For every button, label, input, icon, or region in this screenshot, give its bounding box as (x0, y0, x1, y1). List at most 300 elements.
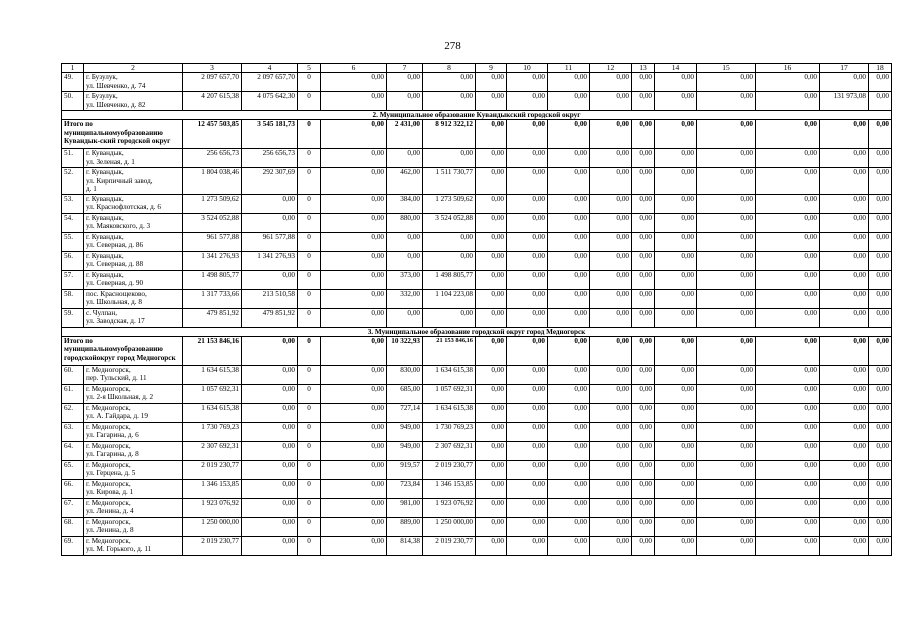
row-value: 0,00 (697, 441, 756, 460)
row-value: 0,00 (697, 308, 756, 327)
address-line: г. Медногорск, (86, 460, 131, 469)
row-value: 0,00 (548, 365, 590, 384)
row-value: 0,00 (242, 213, 298, 232)
address-line: ул. Заводская, д. 17 (86, 317, 145, 326)
row-index: 65. (62, 460, 84, 479)
row-value: 256 656,73 (242, 149, 298, 168)
row-value: 0,00 (632, 498, 655, 517)
row-value: 0,00 (590, 213, 632, 232)
address-line: г. Медногорск, (86, 422, 131, 431)
row-value: 0,00 (869, 365, 892, 384)
total-value: 0,00 (476, 336, 507, 365)
row-value: 0,00 (697, 365, 756, 384)
row-value: 0,00 (507, 384, 548, 403)
table-row (62, 384, 892, 403)
table-row (62, 289, 892, 308)
row-value: 0,00 (476, 517, 507, 536)
address-line: ул. Шевченко, д. 74 (86, 81, 146, 90)
row-value: 0,00 (476, 308, 507, 327)
row-value: 0,00 (242, 441, 298, 460)
row-value: 0,00 (321, 308, 387, 327)
total-label-line: Итого по муниципальному (64, 120, 121, 137)
row-value: 0,00 (590, 149, 632, 168)
row-value: 0,00 (820, 194, 869, 213)
address-line: ул. Герцена, д. 5 (86, 469, 136, 478)
table-row (62, 460, 892, 479)
column-number: 14 (655, 64, 697, 73)
row-value: 0,00 (655, 479, 697, 498)
row-value: 1 730 769,23 (423, 422, 476, 441)
row-value: 0,00 (321, 498, 387, 517)
row-value: 0,00 (756, 365, 820, 384)
row-value: 0,00 (507, 308, 548, 327)
row-value: 0,00 (321, 149, 387, 168)
row-value: 0,00 (590, 232, 632, 251)
row-value: 1 057 692,31 (183, 384, 242, 403)
table-body (62, 64, 892, 556)
row-value: 1 634 615,38 (423, 365, 476, 384)
row-value: 2 307 692,31 (423, 441, 476, 460)
row-value: 0,00 (632, 92, 655, 111)
row-value: 0,00 (869, 289, 892, 308)
total-value: 0,00 (697, 120, 756, 149)
row-value: 131 973,08 (820, 92, 869, 111)
row-value: 0,00 (476, 92, 507, 111)
row-value: 0,00 (820, 270, 869, 289)
row-value: 4 207 615,38 (183, 92, 242, 111)
column-number: 18 (869, 64, 892, 73)
row-value: 0,00 (869, 232, 892, 251)
table-row (62, 498, 892, 517)
row-value: 1 923 076,92 (183, 498, 242, 517)
row-value: 0,00 (507, 517, 548, 536)
row-value: 0,00 (242, 422, 298, 441)
row-value: 0,00 (869, 479, 892, 498)
row-value: 0,00 (756, 194, 820, 213)
address-line: ул. Северная, д. 86 (86, 241, 144, 250)
table-row (62, 92, 892, 111)
row-value: 0,00 (869, 498, 892, 517)
total-label-line: округ город Медногорск (96, 353, 176, 362)
row-value: 0,00 (590, 460, 632, 479)
row-index: 66. (62, 479, 84, 498)
row-address (84, 517, 183, 536)
row-index: 58. (62, 289, 84, 308)
row-value: 0,00 (590, 194, 632, 213)
row-value: 0,00 (507, 479, 548, 498)
row-value: 2 019 230,77 (183, 460, 242, 479)
row-value: 3 524 052,88 (423, 213, 476, 232)
row-address (84, 479, 183, 498)
row-value: 0,00 (548, 308, 590, 327)
row-value: 0,00 (632, 251, 655, 270)
row-address (84, 168, 183, 195)
row-value: 0,00 (548, 517, 590, 536)
address-line: г. Медногорск, (86, 517, 131, 526)
row-value: 0,00 (321, 403, 387, 422)
total-value: 21 153 846,16 (423, 336, 476, 365)
table-row (62, 232, 892, 251)
row-value: 0 (298, 536, 321, 555)
table-row (62, 422, 892, 441)
row-value: 1 341 276,93 (183, 251, 242, 270)
row-index: 59. (62, 308, 84, 327)
row-value: 0,00 (655, 194, 697, 213)
table-row (62, 194, 892, 213)
address-line: ул. Кирпичный завод, (86, 176, 153, 185)
row-value: 0,00 (387, 73, 423, 92)
row-address (84, 384, 183, 403)
row-value: 0,00 (321, 441, 387, 460)
row-value: 2 097 657,70 (242, 73, 298, 92)
row-value: 0,00 (632, 479, 655, 498)
address-line: ул. Ленина, д. 8 (86, 526, 134, 535)
row-value: 0,00 (697, 536, 756, 555)
row-value: 0,00 (655, 536, 697, 555)
row-value: 0,00 (756, 213, 820, 232)
total-row (62, 120, 892, 149)
row-value: 0,00 (756, 73, 820, 92)
table-row (62, 441, 892, 460)
table-row (62, 213, 892, 232)
row-value: 373,00 (387, 270, 423, 289)
row-value: 0,00 (869, 194, 892, 213)
row-value: 0,00 (655, 460, 697, 479)
row-value: 0,00 (476, 168, 507, 195)
row-value: 0 (298, 73, 321, 92)
row-value: 0,00 (820, 365, 869, 384)
row-value: 0,00 (242, 384, 298, 403)
total-label (62, 336, 183, 365)
row-value: 1 634 615,38 (423, 403, 476, 422)
row-value: 0 (298, 460, 321, 479)
total-value: 0,00 (869, 120, 892, 149)
row-value: 0,00 (655, 92, 697, 111)
row-value: 0,00 (697, 149, 756, 168)
row-value: 0,00 (242, 498, 298, 517)
row-value: 0,00 (321, 73, 387, 92)
total-value: 0,00 (820, 120, 869, 149)
row-value: 0,00 (548, 149, 590, 168)
row-value: 292 307,69 (242, 168, 298, 195)
row-value: 0,00 (655, 308, 697, 327)
row-value: 0 (298, 422, 321, 441)
row-value: 0,00 (820, 232, 869, 251)
row-value: 0,00 (507, 289, 548, 308)
address-line: ул. Маяковского, д. 3 (86, 222, 151, 231)
row-value: 0,00 (697, 517, 756, 536)
address-line: ул. Гагарина, д. 6 (86, 431, 139, 440)
row-address (84, 194, 183, 213)
address-line: с. Чулпан, (86, 308, 117, 317)
row-address (84, 232, 183, 251)
row-value: 0,00 (869, 422, 892, 441)
row-value: 0,00 (869, 384, 892, 403)
row-value: 1 250 000,00 (183, 517, 242, 536)
total-value: 0,00 (632, 336, 655, 365)
row-value: 0,00 (756, 308, 820, 327)
row-value: 0,00 (869, 149, 892, 168)
total-value: 0,00 (632, 120, 655, 149)
row-value: 0,00 (548, 73, 590, 92)
row-value: 1 511 730,77 (423, 168, 476, 195)
row-value: 0,00 (756, 149, 820, 168)
section-title-row (62, 111, 892, 120)
row-value: 0,00 (756, 168, 820, 195)
column-number: 6 (321, 64, 387, 73)
row-value: 0,00 (697, 92, 756, 111)
total-value: 0 (298, 120, 321, 149)
row-index: 67. (62, 498, 84, 517)
address-line: ул. Шевченко, д. 82 (86, 100, 146, 109)
row-value: 1 730 769,23 (183, 422, 242, 441)
row-value: 723,84 (387, 479, 423, 498)
row-value: 0,00 (590, 441, 632, 460)
column-number: 12 (590, 64, 632, 73)
row-value: 0,00 (632, 536, 655, 555)
total-value: 0,00 (820, 336, 869, 365)
total-value: 8 912 322,12 (423, 120, 476, 149)
total-label-line: Итого по муниципальному (64, 336, 121, 354)
row-value: 0,00 (697, 251, 756, 270)
total-value: 3 545 181,73 (242, 120, 298, 149)
row-value: 0,00 (476, 384, 507, 403)
row-value: 961 577,88 (242, 232, 298, 251)
row-value: 0,00 (476, 251, 507, 270)
table-row (62, 365, 892, 384)
row-index: 54. (62, 213, 84, 232)
row-value: 0,00 (321, 517, 387, 536)
column-number: 8 (423, 64, 476, 73)
row-index: 55. (62, 232, 84, 251)
row-value: 0,00 (476, 536, 507, 555)
row-value: 0,00 (869, 441, 892, 460)
total-row (62, 336, 892, 365)
row-value: 0,00 (321, 289, 387, 308)
row-value: 0,00 (507, 536, 548, 555)
address-line: г. Бузулук, (86, 92, 118, 100)
column-number: 4 (242, 64, 298, 73)
row-value: 0,00 (321, 365, 387, 384)
row-value: 0,00 (590, 92, 632, 111)
row-value: 830,00 (387, 365, 423, 384)
total-value: 0,00 (590, 120, 632, 149)
row-value: 0,00 (590, 384, 632, 403)
column-number: 2 (84, 64, 183, 73)
row-value: 0 (298, 270, 321, 289)
row-value: 0,00 (548, 289, 590, 308)
row-value: 0,00 (697, 422, 756, 441)
row-value: 0,00 (423, 149, 476, 168)
row-value: 0,00 (476, 194, 507, 213)
row-value: 0,00 (321, 232, 387, 251)
row-address (84, 536, 183, 555)
row-value: 0,00 (476, 403, 507, 422)
row-value: 0,00 (697, 194, 756, 213)
row-value: 889,00 (387, 517, 423, 536)
row-value: 0 (298, 213, 321, 232)
row-value: 0,00 (507, 403, 548, 422)
row-value: 0,00 (655, 232, 697, 251)
row-index: 57. (62, 270, 84, 289)
address-line: ул. Школьная, д. 8 (86, 298, 142, 307)
total-value: 2 431,00 (387, 120, 423, 149)
address-line: г. Медногорск, (86, 536, 131, 545)
column-number: 7 (387, 64, 423, 73)
row-address (84, 149, 183, 168)
row-value: 0,00 (820, 422, 869, 441)
row-value: 0,00 (632, 149, 655, 168)
row-value: 0 (298, 365, 321, 384)
row-value: 0,00 (476, 498, 507, 517)
address-line: г. Медногорск, (86, 365, 131, 374)
row-value: 332,00 (387, 289, 423, 308)
row-value: 0,00 (321, 92, 387, 111)
row-address (84, 308, 183, 327)
row-value: 0,00 (756, 289, 820, 308)
row-value: 0,00 (590, 270, 632, 289)
row-value: 0,00 (476, 422, 507, 441)
row-value: 0,00 (756, 460, 820, 479)
column-number: 10 (507, 64, 548, 73)
row-value: 0,00 (476, 73, 507, 92)
row-value: 0,00 (507, 498, 548, 517)
address-line: ул. Северная, д. 90 (86, 279, 144, 288)
table-row (62, 479, 892, 498)
row-value: 0,00 (697, 73, 756, 92)
row-value: 1 250 000,00 (423, 517, 476, 536)
row-value: 0,00 (321, 536, 387, 555)
row-value: 479 851,92 (242, 308, 298, 327)
address-line: ул. М. Горького, д. 11 (86, 545, 152, 554)
table-row (62, 536, 892, 555)
row-value: 1 104 223,08 (423, 289, 476, 308)
row-value: 0,00 (756, 441, 820, 460)
row-value: 0 (298, 194, 321, 213)
row-value: 0,00 (869, 168, 892, 195)
row-value: 0,00 (632, 308, 655, 327)
column-number: 13 (632, 64, 655, 73)
row-value: 1 804 038,46 (183, 168, 242, 195)
address-line: ул. Кирова, д. 1 (86, 488, 134, 497)
address-line: д. 1 (86, 185, 97, 194)
total-value: 0,00 (476, 120, 507, 149)
row-value: 4 075 642,30 (242, 92, 298, 111)
row-value: 0,00 (548, 92, 590, 111)
row-value: 0,00 (548, 270, 590, 289)
row-value: 981,00 (387, 498, 423, 517)
address-line: ул. Гагарина, д. 8 (86, 450, 139, 459)
total-value: 0,00 (756, 120, 820, 149)
row-value: 1 341 276,93 (242, 251, 298, 270)
row-value: 814,38 (387, 536, 423, 555)
address-line: г. Медногорск, (86, 384, 131, 393)
row-value: 0 (298, 498, 321, 517)
address-line: г. Кувандык, (86, 168, 124, 176)
row-value: 0,00 (820, 384, 869, 403)
row-value: 0,00 (242, 536, 298, 555)
row-value: 0,00 (632, 194, 655, 213)
row-value: 0,00 (756, 498, 820, 517)
column-number: 16 (756, 64, 820, 73)
row-value: 0,00 (655, 403, 697, 422)
row-value: 0,00 (321, 460, 387, 479)
row-value: 0,00 (632, 384, 655, 403)
row-value: 0,00 (655, 498, 697, 517)
row-value: 0,00 (423, 251, 476, 270)
row-index: 64. (62, 441, 84, 460)
row-value: 0,00 (697, 498, 756, 517)
row-value: 1 273 509,62 (183, 194, 242, 213)
address-line: г. Медногорск, (86, 403, 131, 412)
address-line: ул. А. Гайдара, д. 19 (86, 412, 148, 421)
row-value: 919,57 (387, 460, 423, 479)
table-row (62, 251, 892, 270)
address-line: г. Медногорск, (86, 479, 131, 488)
row-index: 61. (62, 384, 84, 403)
total-value: 12 457 503,85 (183, 120, 242, 149)
row-value: 685,00 (387, 384, 423, 403)
row-value: 0,00 (476, 289, 507, 308)
row-index: 62. (62, 403, 84, 422)
column-number: 15 (697, 64, 756, 73)
table-row (62, 403, 892, 422)
total-label (62, 120, 183, 149)
row-value: 0,00 (869, 460, 892, 479)
column-number: 9 (476, 64, 507, 73)
row-value: 0,00 (655, 365, 697, 384)
row-value: 0,00 (507, 194, 548, 213)
row-value: 0,00 (321, 194, 387, 213)
row-value: 0,00 (548, 384, 590, 403)
header-row (62, 64, 892, 73)
row-value: 0,00 (548, 498, 590, 517)
row-value: 0,00 (632, 517, 655, 536)
row-value: 462,00 (387, 168, 423, 195)
row-value: 961 577,88 (183, 232, 242, 251)
total-value: 0,00 (507, 336, 548, 365)
row-value: 0,00 (655, 422, 697, 441)
row-address (84, 213, 183, 232)
row-value: 0,00 (590, 498, 632, 517)
row-value: 0 (298, 289, 321, 308)
total-value: 0,00 (548, 336, 590, 365)
data-table (61, 63, 892, 556)
row-value: 0,00 (697, 213, 756, 232)
row-value: 0,00 (548, 536, 590, 555)
row-value: 0,00 (548, 460, 590, 479)
row-value: 0,00 (548, 422, 590, 441)
row-value: 0,00 (697, 270, 756, 289)
address-line: пос. Краснощеково, (86, 289, 147, 298)
row-value: 0,00 (820, 441, 869, 460)
row-value: 0,00 (869, 92, 892, 111)
row-value: 0,00 (590, 536, 632, 555)
row-value: 0,00 (590, 403, 632, 422)
total-value: 10 322,93 (387, 336, 423, 365)
row-value: 1 057 692,31 (423, 384, 476, 403)
row-value: 0,00 (242, 403, 298, 422)
row-value: 0,00 (820, 403, 869, 422)
total-value: 0,00 (590, 336, 632, 365)
row-index: 56. (62, 251, 84, 270)
row-value: 0,00 (387, 232, 423, 251)
row-value: 1 346 153,85 (423, 479, 476, 498)
table-row (62, 270, 892, 289)
row-value: 479 851,92 (183, 308, 242, 327)
row-value: 0 (298, 308, 321, 327)
row-value: 0,00 (321, 479, 387, 498)
